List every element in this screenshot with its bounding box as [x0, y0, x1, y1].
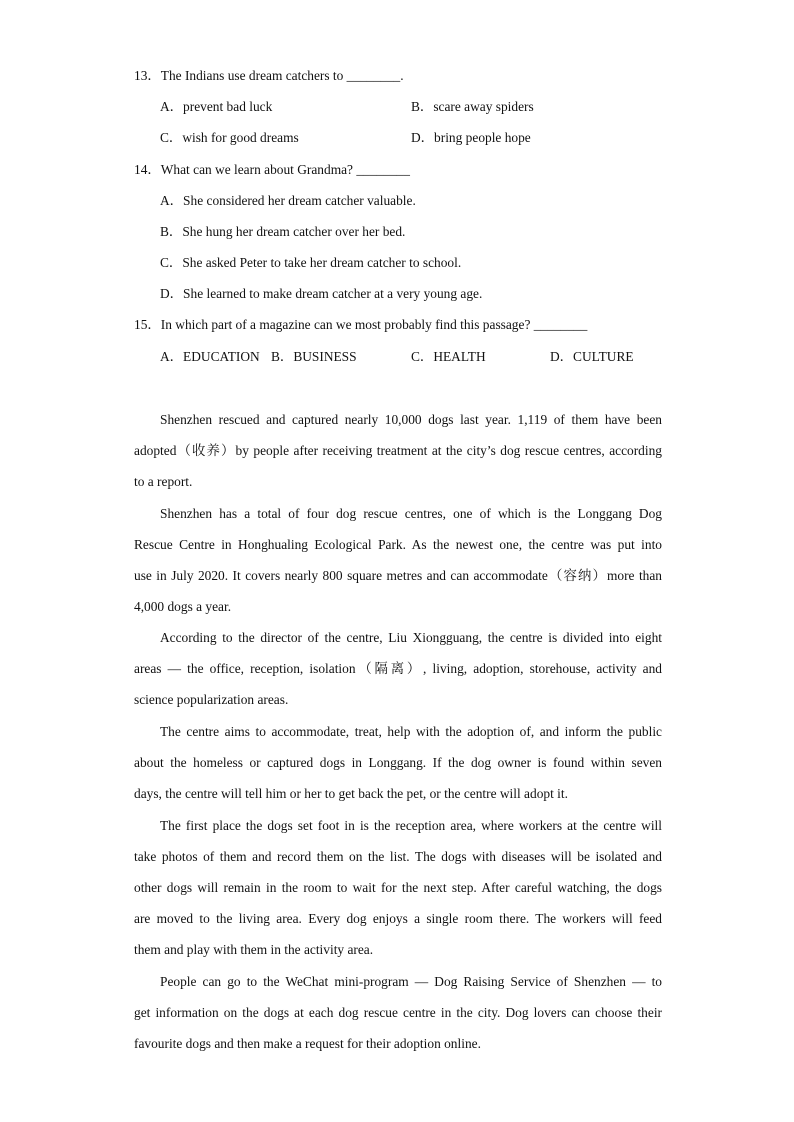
passage-line: about the homeless or captured dogs in Longgang. If the dog owner is found within seven [134, 755, 662, 770]
passage-line: them and play with them in the activity area. [134, 942, 374, 957]
passage-line: other dogs will remain in the room to wait for the next step. After careful watching, the dogs [134, 880, 662, 895]
question-14-option-c: C．She asked Peter to take her dream catcher to school. [160, 255, 462, 270]
question-15-option-b: B．BUSINESS [271, 349, 357, 364]
question-15-option-d: D．CULTURE [550, 349, 634, 364]
passage-line: The first place the dogs set foot in is the reception area, where workers at the centre will [160, 818, 662, 833]
question-13-option-a: A．prevent bad luck [160, 99, 273, 114]
passage-line: adopted（收养）by people after receiving treatment at the city’s dog rescue centres, according [134, 443, 662, 458]
passage-line: People can go to the WeChat mini-program — Dog Raising Service of Shenzhen — to [160, 974, 662, 989]
passage-line: science popularization areas. [134, 692, 289, 707]
passage-line: The centre aims to accommodate, treat, help with the adoption of, and inform the public [160, 724, 662, 739]
question-13-option-c: C．wish for good dreams [160, 130, 299, 145]
passage-line: favourite dogs and then make a request for their adoption online. [134, 1036, 481, 1051]
passage-line: use in July 2020. It covers nearly 800 square metres and can accommodate（容纳）more than [134, 568, 662, 583]
passage-line: to a report. [134, 474, 193, 489]
passage-line: According to the director of the centre, Liu Xiongguang, the centre is divided into eight [160, 630, 662, 645]
passage-line: days, the centre will tell him or her to get back the pet, or the centre will adopt it. [134, 786, 568, 801]
question-14-option-d: D．She learned to make dream catcher at a very young age. [160, 286, 483, 301]
passage-line: areas — the office, reception, isolation（隔离）, living, adoption, storehouse, activity and [134, 661, 662, 676]
passage-line: are moved to the living area. Every dog enjoys a single room there. The workers will feed [134, 911, 662, 926]
question-13-stem: 13．The Indians use dream catchers to ________. [134, 68, 404, 83]
passage-line: Shenzhen rescued and captured nearly 10,000 dogs last year. 1,119 of them have been [160, 412, 662, 427]
passage-line: take photos of them and record them on the list. The dogs with diseases will be isolated and [134, 849, 662, 864]
question-15-option-a: A．EDUCATION [160, 349, 260, 364]
question-14-option-a: A．She considered her dream catcher valuable. [160, 193, 416, 208]
question-14-option-b: B．She hung her dream catcher over her bed. [160, 224, 406, 239]
question-15-option-c: C．HEALTH [411, 349, 486, 364]
question-13-option-d: D．bring people hope [411, 130, 531, 145]
passage-line: Rescue Centre in Honghualing Ecological Park. As the newest one, the centre was put into [134, 537, 662, 552]
question-15-stem: 15．In which part of a magazine can we most probably find this passage? ________ [134, 317, 588, 332]
question-13-option-b: B．scare away spiders [411, 99, 534, 114]
passage-line: Shenzhen has a total of four dog rescue centres, one of which is the Longgang Dog [160, 506, 662, 521]
passage-line: 4,000 dogs a year. [134, 599, 232, 614]
question-14-stem: 14．What can we learn about Grandma? ________ [134, 162, 410, 177]
passage-line: get information on the dogs at each dog rescue centre in the city. Dog lovers can choose their [134, 1005, 662, 1020]
